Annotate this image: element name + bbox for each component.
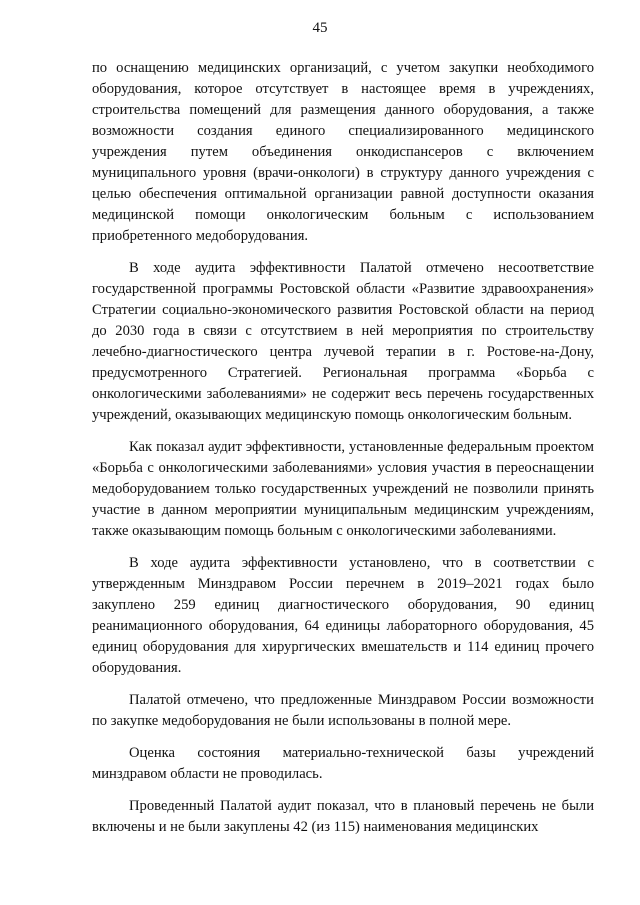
paragraph: Оценка состояния материально-технической базы учреждений минздравом области не проводилась.: [92, 745, 594, 782]
paragraph: Палатой отмечено, что предложенные Минздравом России возможности по закупке медоборудования не были использованы в полной мере.: [92, 692, 594, 729]
document-body: [92, 58, 594, 838]
paragraph: по оснащению медицинских организаций, с учетом закупки необходимого оборудования, которое отсутствует в настоящее время в учреждениях, строительства помещений для размещения данного оборудования, а также возможности создания единого специализированного медицинского учреждения путем объединения онкодиспансеров с включением муниципального уровня (врачи-онкологи) в структуру данного учреждения с целью обеспечения оптимальной организации равной доступности оказания медицинской помощи онкологическим больным с использованием приобретенного медоборудования.: [92, 60, 594, 244]
paragraph: В ходе аудита эффективности установлено, что в соответствии с утвержденным Минздравом России перечнем в 2019–2021 годах было закуплено 259 единиц диагностического оборудования, 90 единиц реанимационного оборудования, 64 единицы лабораторного оборудования, 45 единиц оборудования для хирургических вмешательств и 114 единиц прочего оборудования.: [92, 555, 594, 676]
paragraph: Как показал аудит эффективности, установленные федеральным проектом «Борьба с онкологическими заболеваниями» условия участия в переоснащении медоборудованием только государственных учреждений не позволили принять участие в данном мероприятии муниципальным медицинским учреждениям, также оказывающим помощь больным с онкологическими заболеваниями.: [92, 439, 594, 539]
paragraph: Проведенный Палатой аудит показал, что в плановый перечень не были включены и не были закуплены 42 (из 115) наименования медицинских: [92, 798, 594, 835]
paragraph: В ходе аудита эффективности Палатой отмечено несоответствие государственной программы Ростовской области «Развитие здравоохранения» Стратегии социально-экономического развития Ростовской области на период до 2030 года в связи с отсутствием в ней мероприятия по строительству лечебно-диагностического центра лучевой терапии в г. Ростове-на-Дону, предусмотренного Стратегией. Региональная программа «Борьба с онкологическими заболеваниями» не содержит весь перечень государственных учреждений, оказывающих медицинскую помощь онкологическим больным.: [92, 260, 594, 423]
page-number: 45: [312, 20, 328, 36]
